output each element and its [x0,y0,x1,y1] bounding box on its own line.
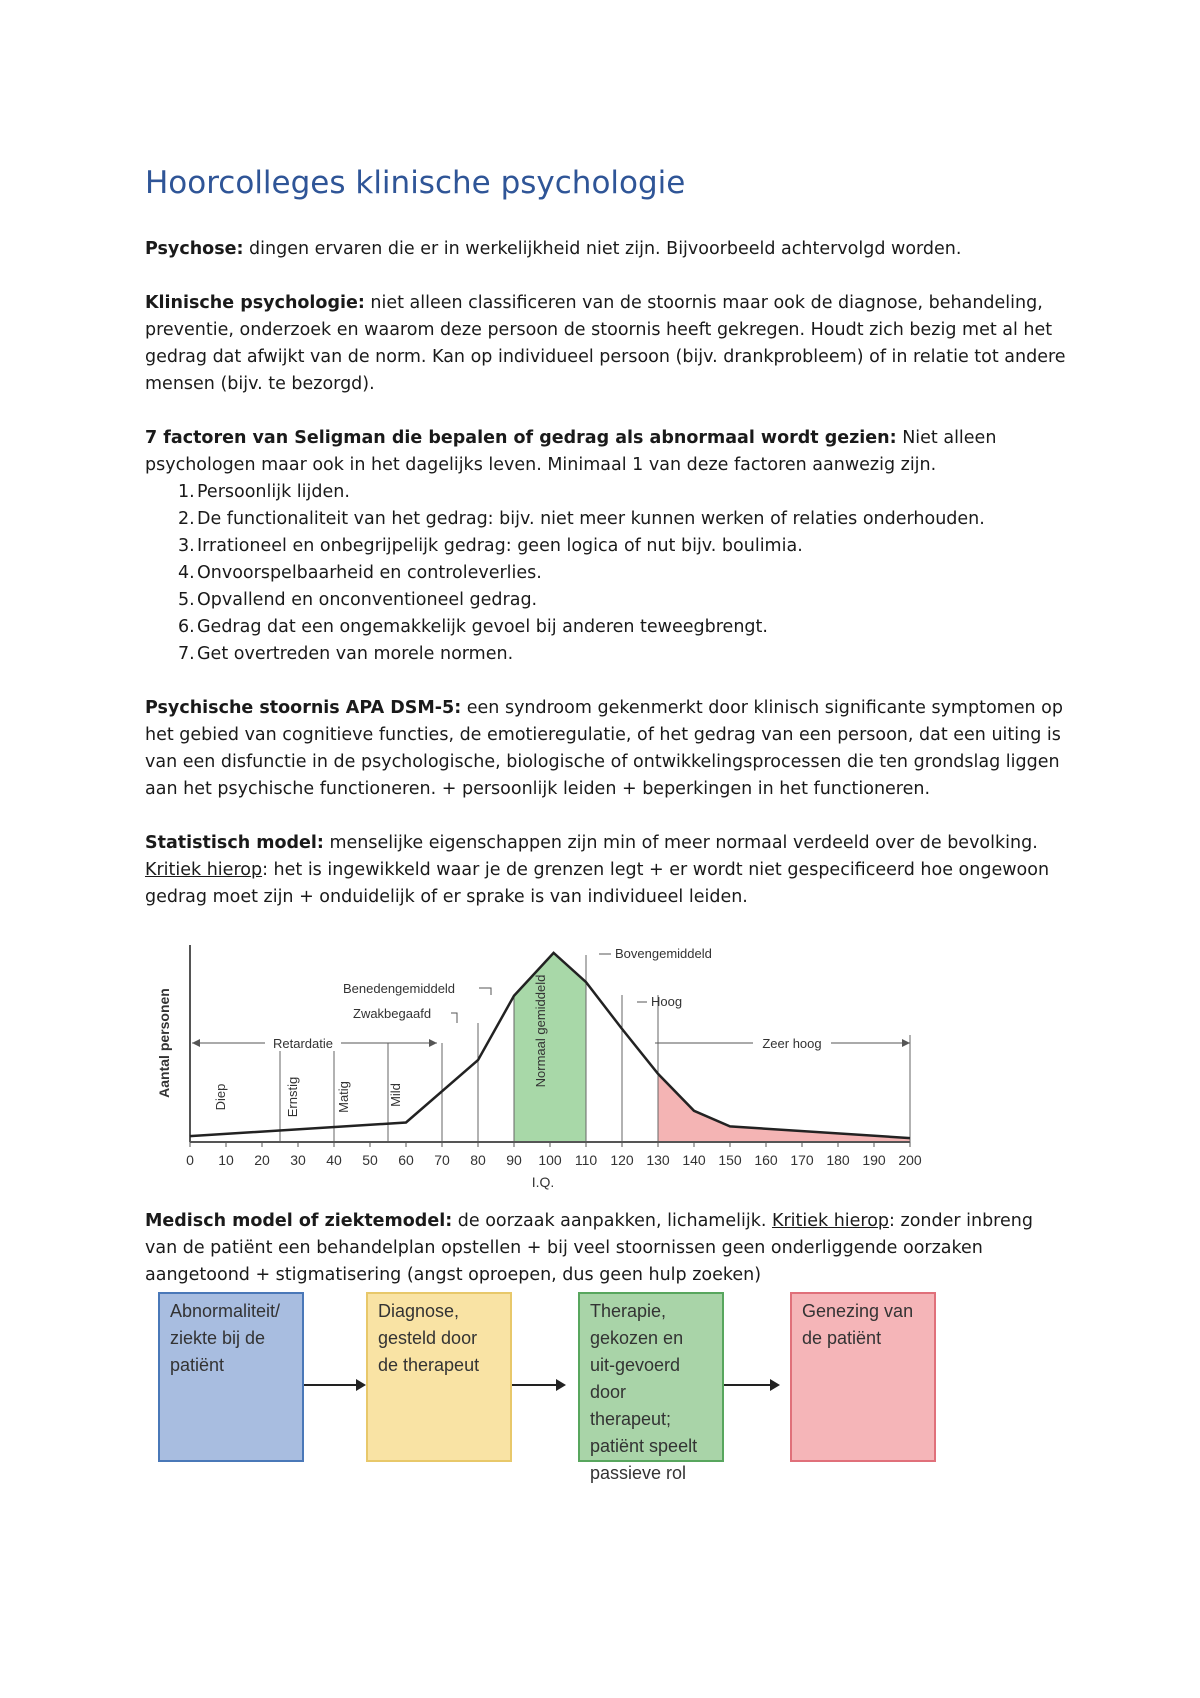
x-tick-label: 170 [790,1152,814,1168]
band-label-ernstig: Ernstig [285,1076,300,1118]
list-item-number: 5. [178,590,195,610]
flow-box-therapie: Therapie, gekozen en uit-gevoerd door therapeut; patiënt speelt passieve rol [578,1292,724,1462]
iq-chart-svg [145,935,935,1200]
x-tick-label: 0 [186,1152,194,1168]
term-seligman: 7 factoren van Seligman die bepalen of gedrag als abnormaal wordt gezien: [145,428,897,448]
x-tick-label: 30 [290,1152,306,1168]
x-tick-label: 110 [574,1152,598,1168]
body-upper [145,236,1070,938]
list-item-text: Onvoorspelbaarheid en controleverlies. [197,563,542,583]
text-statistisch-model: menselijke eigenschappen zijn min of meer normaal verdeeld over de bevolking. [323,833,1038,853]
band-label-diep: Diep [213,1083,228,1111]
kritiek-label-medisch: Kritiek hierop [771,1211,890,1231]
y-axis-label: Aantal personen [156,988,172,1098]
benedengemiddeld-leader [479,988,491,995]
flow-arrow-icon [304,1384,364,1386]
x-tick-label: 100 [538,1152,562,1168]
paragraph-medisch-model [145,1208,1070,1289]
list-item-number: 6. [178,617,195,637]
list-item-number: 4. [178,563,195,583]
x-tick-label: 140 [682,1152,706,1168]
shaded-zeer-hoog-region [658,1074,910,1142]
annotation-zwakbegaafd: Zwakbegaafd [353,1006,432,1021]
retardatie-label: Retardatie [273,1036,333,1051]
term-klinische-psychologie: Klinische psychologie: [145,293,365,313]
paragraph-statistisch-model [145,830,1070,911]
x-tick-label: 50 [362,1152,378,1168]
flow-box-genezing: Genezing van de patiënt [790,1292,936,1462]
x-tick-label: 120 [610,1152,634,1168]
retardatie-arrow-left-icon [192,1039,200,1047]
x-tick-label: 90 [506,1152,522,1168]
zwakbegaafd-leader [451,1013,457,1023]
flow-arrow-icon [724,1384,778,1386]
seligman-factor-list [145,479,1070,668]
term-psychose: Psychose: [145,239,244,259]
x-tick-label: 180 [826,1152,850,1168]
text-seligman: Niet alleen psychologen maar ook in het dagelijks leven. Minimaal 1 van deze factoren aanwezig zijn. [145,428,997,475]
text-medisch-model: de oorzaak aanpakken, lichamelijk. [452,1211,772,1231]
x-tick-label: 10 [218,1152,234,1168]
shaded-normaal-region [514,953,586,1142]
band-label-matig: Matig [336,1081,351,1113]
document-title: Hoorcolleges klinische psychologie [145,165,686,201]
term-dsm5: Psychische stoornis APA DSM-5: [145,698,462,718]
list-item-text: De functionaliteit van het gedrag: bijv. niet meer kunnen werken of relaties onderhouden. [197,509,985,529]
kritiek-text-statistisch: : het is ingewikkeld waar je de grenzen legt + er wordt niet gespecificeerd hoe ongewoon gedrag moet zijn + onduidelijk of er sprake is van individueel leiden. [145,860,1050,907]
flow-box-abnormaliteit: Abnormaliteit/ ziekte bij de patiënt [158,1292,304,1462]
paragraph-dsm5 [145,695,1070,803]
x-tick-label: 60 [398,1152,414,1168]
list-item-number: 1. [178,482,195,502]
list-item [145,506,1070,533]
paragraph-psychose [145,236,1070,263]
list-item-number: 7. [178,644,195,664]
x-tick-label: 40 [326,1152,342,1168]
iq-distribution-chart [145,935,935,1200]
list-item [145,587,1070,614]
zeer-hoog-label: Zeer hoog [762,1036,822,1051]
list-item [145,533,1070,560]
x-tick-label: 80 [470,1152,486,1168]
x-tick-label: 200 [898,1152,922,1168]
flow-arrow-icon [512,1384,564,1386]
band-label-mild: Mild [388,1083,403,1107]
band-label-normaal-gemiddeld: Normaal gemiddeld [533,974,548,1088]
x-tick-label: 160 [754,1152,778,1168]
x-tick-label: 70 [434,1152,450,1168]
kritiek-label-statistisch: Kritiek hierop [145,860,263,880]
list-item [145,479,1070,506]
x-tick-label: 20 [254,1152,270,1168]
paragraph-seligman [145,425,1070,479]
x-axis-label: I.Q. [531,1174,555,1190]
paragraph-klinische-psychologie [145,290,1070,398]
x-tick-label: 150 [718,1152,742,1168]
text-psychose: dingen ervaren die er in werkelijkheid niet zijn. Bijvoorbeeld achtervolgd worden. [243,239,962,259]
list-item [145,641,1070,668]
zeer-hoog-arrow-right-icon [902,1039,910,1047]
list-item-text: Irrationeel en onbegrijpelijk gedrag: geen logica of nut bijv. boulimia. [197,536,803,556]
flow-box-diagnose: Diagnose, gesteld door de therapeut [366,1292,512,1462]
annotation-hoog: Hoog [651,994,683,1009]
list-item-text: Opvallend en onconventioneel gedrag. [197,590,538,610]
text-klinische-psychologie: niet alleen classificeren van de stoornis maar ook de diagnose, behandeling, preventie, onderzoek en waarom deze persoon de stoornis heeft gekregen. Houdt zich bezig met al het gedrag dat afwijkt van de norm. Kan op individueel persoon (bijv. drankprobleem) of in relatie tot andere mensen (bijv. te bezorgd). [145,293,1066,394]
kritiek-text-medisch: : zonder inbreng van de patiënt een behandelplan opstellen + bij veel stoornissen geen onderliggende oorzaken aangetoond + stigmatisering (angst oproepen, dus geen hulp zoeken) [145,1211,1033,1285]
annotation-benedengemiddeld: Benedengemiddeld [343,981,456,996]
list-item [145,560,1070,587]
list-item-text: Gedrag dat een ongemakkelijk gevoel bij anderen teweegbrengt. [197,617,768,637]
term-medisch-model: Medisch model of ziektemodel: [145,1211,453,1231]
annotation-bovengemiddeld: Bovengemiddeld [615,946,712,961]
retardatie-arrow-right-icon [429,1039,437,1047]
list-item-text: Get overtreden van morele normen. [197,644,514,664]
term-statistisch-model: Statistisch model: [145,833,324,853]
text-dsm5: een syndroom gekenmerkt door klinisch significante symptomen op het gebied van cognitieve functies, de emotieregulatie, of het gedrag van een persoon, dat een uiting is van een disfunctie in de psychologische, biologische of ontwikkelingsprocessen die ten grondslag liggen aan het psychische functioneren. + persoonlijk leiden + beperkingen in het functioneren. [145,698,1063,799]
list-item [145,614,1070,641]
x-tick-label: 190 [862,1152,886,1168]
medisch-model-flowchart [158,1292,948,1483]
list-item-number: 2. [178,509,195,529]
list-item-number: 3. [178,536,195,556]
list-item-text: Persoonlijk lijden. [197,482,350,502]
x-tick-label: 130 [646,1152,670,1168]
